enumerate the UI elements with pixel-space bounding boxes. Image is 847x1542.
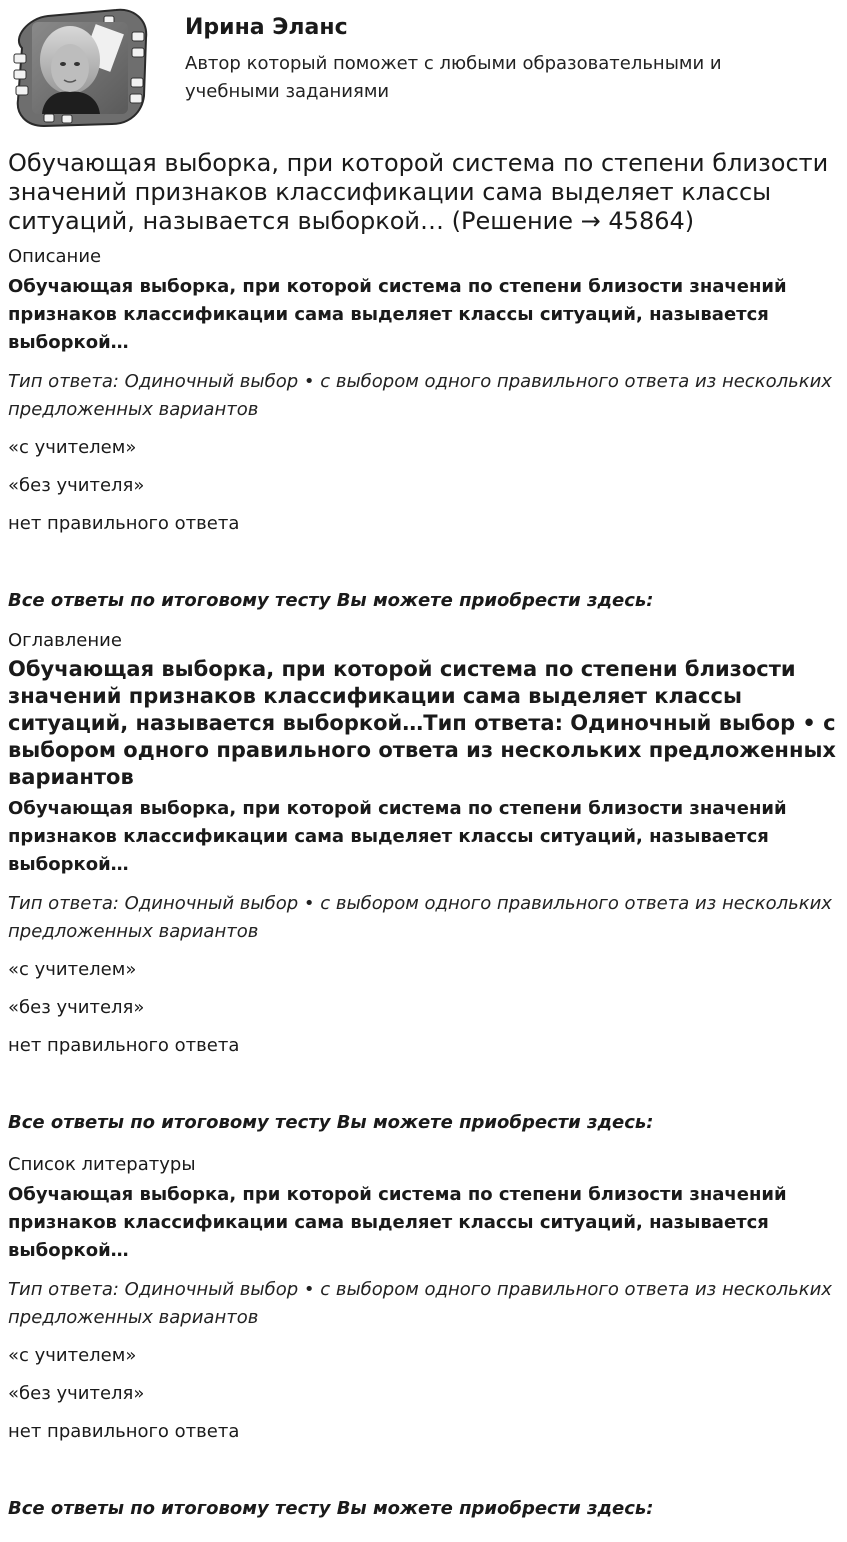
answer-type: Тип ответа: Одиночный выбор • с выбором одного правильного ответа из нескольких предложенных вариантов (8, 893, 832, 942)
question-text: Обучающая выборка, при которой система по степени близости значений признаков классификации сама выделяет классы ситуаций, называется выборкой… (8, 1184, 787, 1261)
purchase-callout: Все ответы по итоговому тесту Вы можете приобрести здесь: (8, 590, 654, 611)
author-name[interactable]: Ирина Эланс (185, 15, 348, 40)
answer-type: Тип ответа: Одиночный выбор • с выбором одного правильного ответа из нескольких предложенных вариантов (8, 371, 832, 420)
section-label: Оглавление (8, 630, 122, 651)
section-label: Описание (8, 246, 102, 267)
author-description: Автор который поможет с любыми образовательными и учебными заданиями (185, 53, 722, 102)
purchase-callout: Все ответы по итоговому тесту Вы можете приобрести здесь: (8, 1498, 654, 1519)
question-text: Обучающая выборка, при которой система по степени близости значений признаков классификации сама выделяет классы ситуаций, называется выборкой… (8, 276, 787, 353)
answer-option: «без учителя» (8, 997, 145, 1018)
answer-option: «с учителем» (8, 959, 137, 980)
author-avatar[interactable] (8, 8, 152, 128)
toc-heading: Обучающая выборка, при которой система по степени близости значений признаков классификации сама выделяет классы ситуаций, называется выборкой…Тип ответа: Одиночный выбор • с выбором одного правильного ответа из нескольких предложенных вариантов (8, 657, 836, 789)
question-text: Обучающая выборка, при которой система по степени близости значений признаков классификации сама выделяет классы ситуаций, называется выборкой… (8, 798, 787, 875)
answer-option: нет правильного ответа (8, 513, 240, 534)
toc-section (8, 630, 838, 1137)
literature-section (8, 1154, 838, 1523)
description-section (8, 246, 838, 615)
page-title: Обучающая выборка, при которой система по степени близости значений признаков классификации сама выделяет классы ситуаций, называется выборкой… (Решение → 45864) (8, 149, 829, 235)
author-card (8, 8, 838, 128)
answer-option: «с учителем» (8, 437, 137, 458)
answer-type: Тип ответа: Одиночный выбор • с выбором одного правильного ответа из нескольких предложенных вариантов (8, 1279, 832, 1328)
answer-option: «без учителя» (8, 1383, 145, 1404)
purchase-callout: Все ответы по итоговому тесту Вы можете приобрести здесь: (8, 1112, 654, 1133)
section-label: Список литературы (8, 1154, 196, 1175)
answer-option: «с учителем» (8, 1345, 137, 1366)
answer-option: нет правильного ответа (8, 1035, 240, 1056)
answer-option: «без учителя» (8, 475, 145, 496)
answer-option: нет правильного ответа (8, 1421, 240, 1442)
